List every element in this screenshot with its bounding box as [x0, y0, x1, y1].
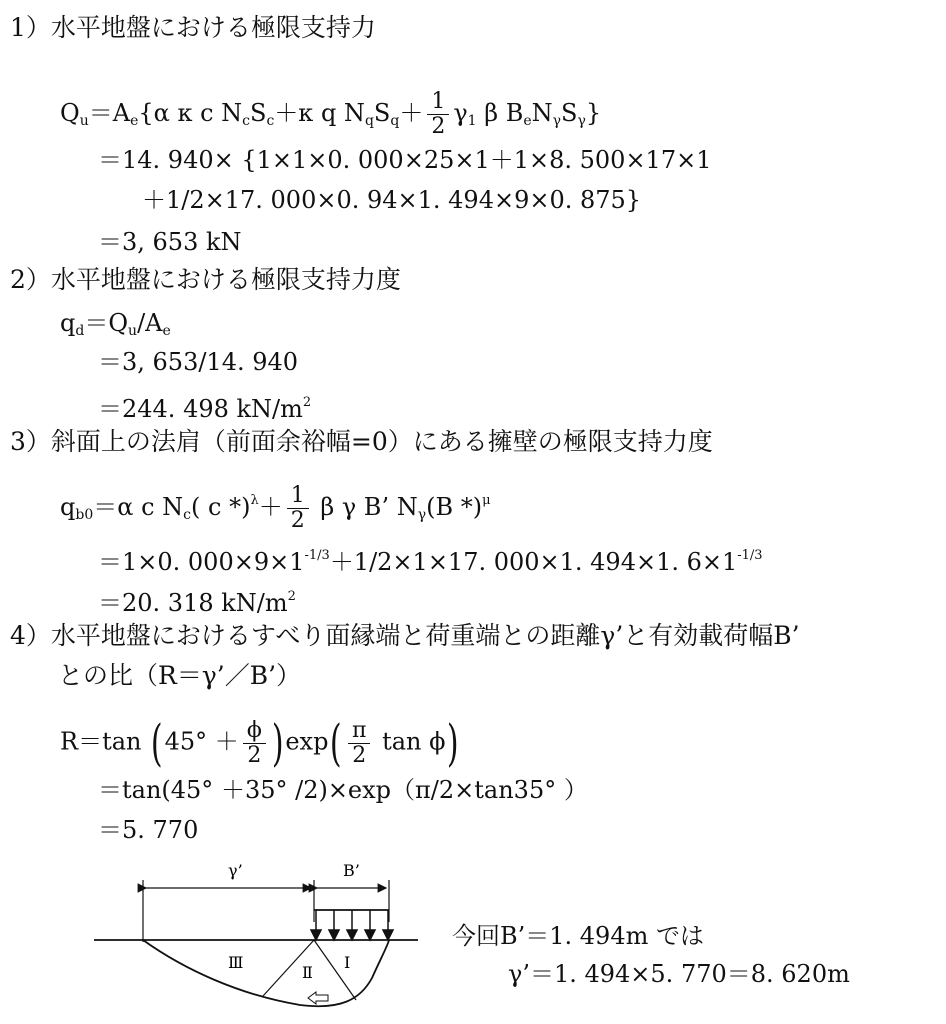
b-label: B’	[343, 861, 360, 880]
calc-line-2: ＋1/2×17. 000×0. 94×1. 494×9×0. 875}	[142, 186, 642, 214]
qb0-calc: ＝1×0. $000\times 9\times 1^{-1/3}+1/2\times 1\times 17$. 000×1. 494×1. $6\times 1^{-1/3}$	[98, 548, 763, 576]
section-4-heading-line2: との比（R＝γ’／B’）	[58, 661, 302, 690]
section-3-heading: 3）斜面上の法肩（前面余裕幅=0）にある擁壁の極限支持力度	[10, 427, 713, 456]
zone-2-label: Ⅱ	[302, 963, 313, 982]
zone-3-label: Ⅲ	[228, 953, 244, 972]
ratio-calc: ＝tan(45° ＋35° /2)×exp（π/2×tan35° ）	[98, 776, 588, 804]
calc-line-1: ＝14. 940× {1×1×0. 000×25×1＋1×8. 500×17×1	[98, 146, 712, 174]
qd-calc: ＝3, 653/14. 940	[98, 348, 299, 376]
fraction-half-2: $\frac{1}{2}$	[287, 484, 309, 533]
gamma-label: γ’	[228, 861, 243, 880]
qb0-formula: $q_{b0}=\alpha$ c $N_c$( c *)$^\lambda$＋ $\frac{1}{2}$ β γ B’ $N_\gamma(B$ *)$^\mu$	[60, 483, 491, 533]
section-4-heading-line1: 4）水平地盤におけるすべり面縁端と荷重端との距離γ’と有効載荷幅B’	[10, 621, 800, 650]
section-2-heading: 2）水平地盤における極限支持力度	[10, 265, 401, 294]
zone-1-label: Ⅰ	[344, 953, 351, 972]
ultimate-bearing-formula: $Q_u=A_e\{\alpha$ κ c $N_cS_c+\kappa$ q $N_qS_q+$ $\frac{1}{2}$ $\gamma_1$ β $B_eN_\gamma S_\gamma$}	[60, 89, 602, 139]
load-arrows	[311, 910, 393, 940]
qd-result: ＝244. 498 $kN/m^2$	[98, 395, 312, 423]
movement-arrow-icon	[308, 992, 328, 1004]
diagram-note-2: γ’＝1. 494×5. 770＝8. 620m	[508, 960, 850, 988]
result-qu: ＝3, 653 kN	[98, 228, 242, 256]
fraction-phi-half: $\frac{\phi}{2}$	[243, 719, 266, 768]
diagram-note-1: 今回B’＝1. 494m では	[452, 922, 704, 950]
qd-formula: $q_d=Q_u/A_e$	[60, 309, 171, 339]
fraction-half: $\frac{1}{2}$	[427, 90, 449, 139]
section-1-heading: 1）水平地盤における極限支持力	[10, 13, 376, 42]
ratio-result: ＝5. 770	[98, 816, 199, 844]
qb0-result: ＝20. 318 $kN/m^2$	[98, 589, 296, 617]
ratio-formula: R＝tan (45° ＋ $\frac{\phi}{2}$ )exp( $\frac{\pi}{2}$ tan ϕ)	[60, 714, 460, 772]
fraction-pi-half: $\frac{\pi}{2}$	[348, 719, 370, 768]
slip-surface-curve	[143, 940, 389, 1006]
